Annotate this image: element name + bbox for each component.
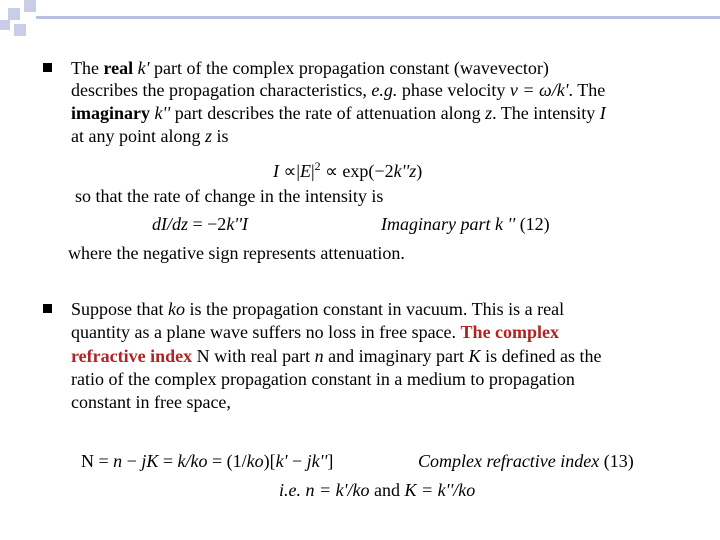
eq-text: )[: [263, 451, 276, 471]
equation-intensity: [273, 155, 422, 182]
eq-text: ): [416, 161, 423, 181]
eq-symbol: n: [113, 451, 123, 471]
text: . The intensity: [492, 103, 600, 123]
b1-line-3: [71, 102, 606, 124]
text-italic: ko: [168, 299, 185, 319]
b1-line-1: [71, 57, 549, 79]
eq-text: ∝|: [279, 161, 300, 181]
eq-symbol: jk'': [306, 451, 328, 471]
b2-line-2: [71, 321, 559, 343]
eq-symbol: k/ko: [177, 451, 208, 471]
text: part of the complex propagation constant (wavevector): [149, 58, 549, 78]
text: is defined as the: [480, 346, 602, 366]
eq-text: N =: [81, 451, 114, 471]
text: at any point along: [71, 126, 205, 146]
eq-symbol: k''I: [226, 214, 248, 234]
b1-line-4: [71, 125, 229, 147]
eq-exponent: 2: [314, 159, 321, 173]
deco-square: [0, 20, 10, 30]
text: part describes the rate of attenuation along: [170, 103, 486, 123]
bullet-marker: [43, 63, 52, 72]
eq-symbol: i.e. n = k'/ko: [279, 480, 370, 500]
text: quantity as a plane wave suffers no loss in free space.: [71, 322, 461, 342]
eq-text: ]: [327, 451, 334, 471]
text-italic: k'': [154, 103, 171, 123]
eq-text: −: [287, 451, 307, 471]
eq-text: ∝ exp(−2: [320, 161, 394, 181]
title-decoration: [0, 0, 720, 36]
eq-symbol: dI/dz: [152, 214, 188, 234]
eq-text: =: [158, 451, 178, 471]
text-italic: v = ω/k': [509, 80, 569, 100]
text-highlight: The complex: [460, 322, 560, 342]
b2-line-3: [71, 345, 602, 367]
text: The: [71, 58, 104, 78]
text-italic: K: [468, 346, 481, 366]
text-bold: imaginary: [71, 103, 150, 123]
b1-line-6: where the negative sign represents attenuation.: [68, 243, 405, 263]
equation-12-label: [381, 213, 550, 235]
text-italic: z: [485, 103, 493, 123]
eq-symbol: I: [273, 161, 279, 181]
b1-line-2: [71, 79, 605, 101]
text-italic: n: [314, 346, 324, 366]
eq-symbol: E: [299, 161, 311, 181]
text-bold: real: [103, 58, 134, 78]
eq-symbol: ko: [246, 451, 264, 471]
eq-text: = (1/: [207, 451, 247, 471]
text: and imaginary part: [323, 346, 469, 366]
text: N with real part: [192, 346, 315, 366]
equation-rate: [152, 213, 248, 235]
text-italic: k': [137, 58, 150, 78]
eq-number: (13): [599, 451, 634, 471]
eq-text: and: [369, 480, 405, 500]
eq-symbol: jK: [141, 451, 159, 471]
eq-symbol: k''z: [393, 161, 417, 181]
eq-text: = −2: [188, 214, 227, 234]
b2-line-1: [71, 298, 564, 320]
equation-13-label: [418, 450, 634, 472]
text: is: [212, 126, 229, 146]
deco-square: [24, 0, 36, 12]
eq-number: (12): [515, 214, 550, 234]
eq-symbol: k': [275, 451, 288, 471]
eq-label: Imaginary part k '': [381, 214, 516, 234]
deco-square: [8, 8, 20, 20]
b1-line-5: so that the rate of change in the intensity is: [75, 186, 384, 206]
b2-line-5: constant in free space,: [71, 392, 231, 412]
text: Suppose that: [71, 299, 168, 319]
eq-label: Complex refractive index: [418, 451, 600, 471]
text-italic: z: [204, 126, 212, 146]
text: phase velocity: [397, 80, 510, 100]
text-highlight: refractive index: [71, 346, 193, 366]
deco-line: [36, 16, 720, 19]
b2-line-4: ratio of the complex propagation constant in a medium to propagation: [71, 369, 575, 389]
text: describes the propagation characteristics,: [71, 80, 372, 100]
text-italic: e.g.: [371, 80, 398, 100]
equation-ie: [279, 479, 475, 501]
eq-text: |: [310, 161, 315, 181]
text: is the propagation constant in vacuum. This is a real: [185, 299, 565, 319]
eq-text: −: [122, 451, 142, 471]
equation-refractive-index: [81, 450, 333, 472]
text: . The: [568, 80, 606, 100]
deco-square: [14, 24, 26, 36]
eq-symbol: K = k''/ko: [404, 480, 476, 500]
text-italic: I: [599, 103, 606, 123]
bullet-marker: [43, 304, 52, 313]
